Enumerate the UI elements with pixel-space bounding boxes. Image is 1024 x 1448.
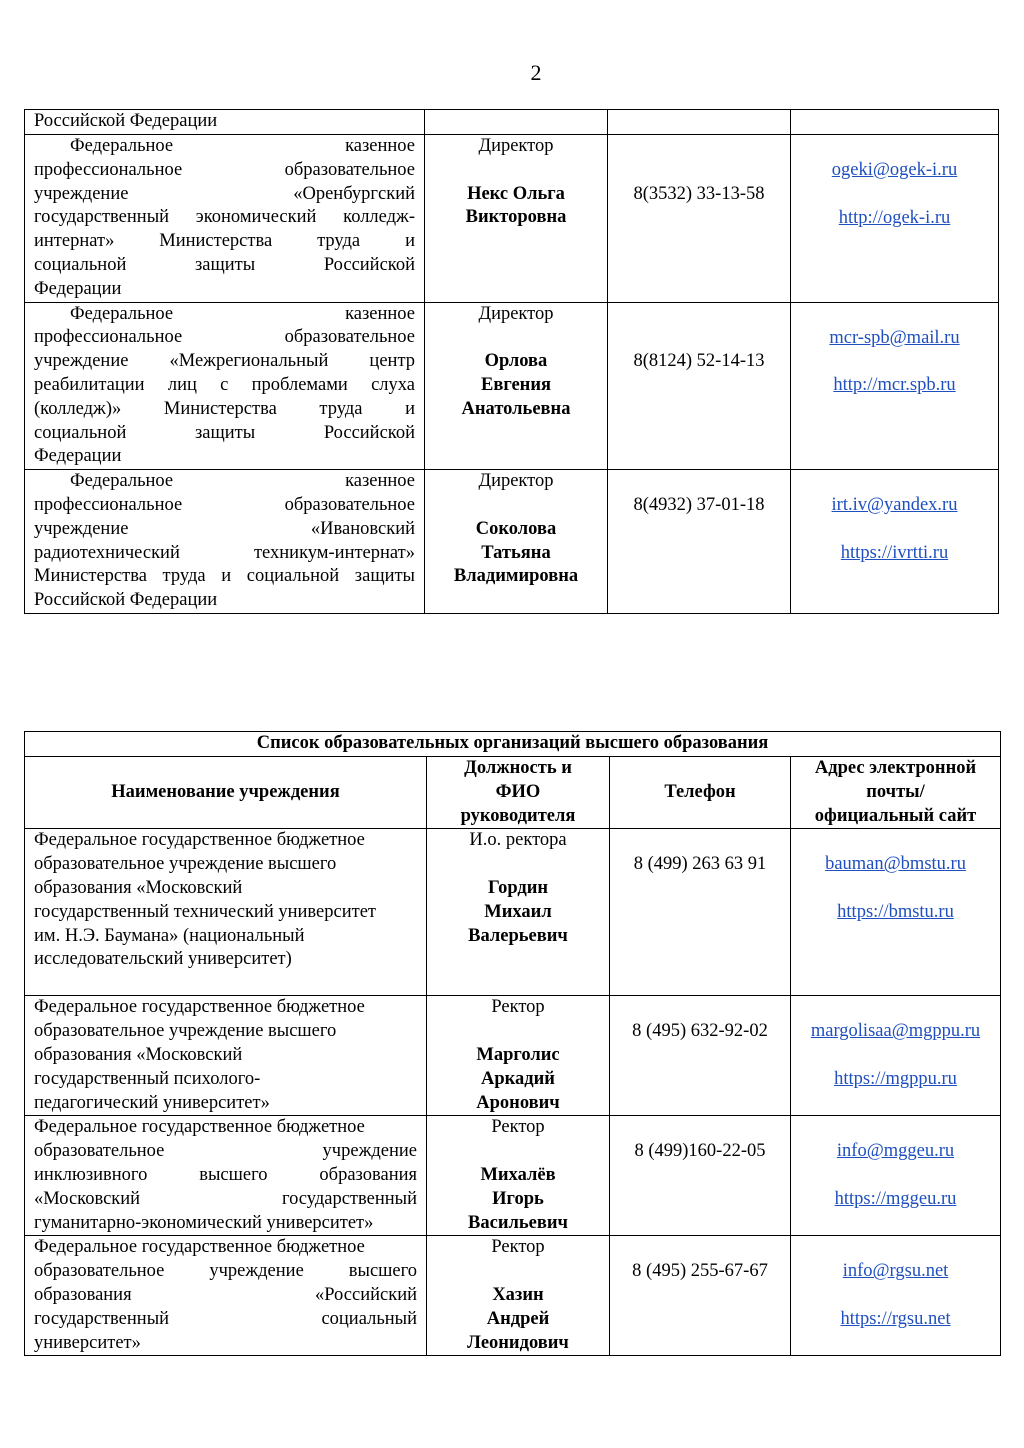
phone-cell bbox=[608, 302, 791, 470]
phone-number: 8(3532) 33-13-58 bbox=[633, 183, 765, 204]
institution-line: государственный технический университет bbox=[34, 901, 376, 922]
website-link[interactable]: https://mgppu.ru bbox=[834, 1068, 957, 1089]
email-link[interactable]: ogeki@ogek-i.ru bbox=[831, 160, 958, 180]
institution-line: образовательное учреждение высшего bbox=[34, 854, 337, 875]
institution-line: учреждение «Межрегиональный центр bbox=[34, 351, 415, 372]
head-name: Викторовна bbox=[465, 207, 567, 228]
institution-line: Федеральное казенное bbox=[70, 303, 415, 324]
phone-number: 8 (495) 632-92-02 bbox=[632, 1021, 768, 1042]
institution-cell bbox=[25, 135, 425, 303]
table-row bbox=[25, 302, 999, 470]
institution-line: Федеральное государственное бюджетное bbox=[34, 997, 365, 1018]
position-title: Ректор bbox=[491, 1237, 545, 1258]
header-line: почты/ bbox=[866, 781, 925, 802]
institution-cell bbox=[25, 996, 427, 1116]
position-title: Ректор bbox=[491, 1117, 545, 1138]
contact-cell bbox=[791, 829, 1001, 996]
position-title: И.о. ректора bbox=[469, 830, 567, 851]
institution-line: гуманитарно-экономический университет» bbox=[34, 1212, 374, 1233]
head-cell bbox=[427, 996, 610, 1116]
table-row bbox=[25, 1116, 1001, 1236]
head-name: Игорь bbox=[492, 1188, 544, 1209]
institution-line: им. Н.Э. Баумана» (национальный bbox=[34, 925, 305, 946]
phone-cell bbox=[608, 135, 791, 303]
institution-line: образования «Московский bbox=[34, 1044, 243, 1065]
institution-line: профессиональное образовательное bbox=[34, 494, 415, 515]
header-line: Адрес электронной bbox=[814, 758, 977, 778]
phone-cell bbox=[610, 996, 791, 1116]
phone-number: 8 (495) 255-67-67 bbox=[632, 1261, 768, 1282]
website-link[interactable]: https://mggeu.ru bbox=[834, 1188, 957, 1209]
table-row bbox=[25, 135, 999, 303]
head-name: Татьяна bbox=[481, 542, 551, 563]
contact-cell bbox=[791, 996, 1001, 1116]
institution-cell bbox=[25, 1236, 427, 1356]
phone-number: 8(8124) 52-14-13 bbox=[633, 351, 765, 372]
institution-line: радиотехнический техникум-интернат» bbox=[34, 542, 415, 563]
contact-cell bbox=[791, 302, 999, 470]
header-line: ФИО bbox=[495, 781, 541, 802]
head-name: Андрей bbox=[486, 1308, 550, 1329]
email-link[interactable]: margolisaa@mgppu.ru bbox=[810, 1021, 981, 1042]
head-name: Леонидович bbox=[467, 1332, 569, 1353]
head-name: Некс Ольга bbox=[467, 183, 565, 204]
phone-number: 8 (499) 263 63 91 bbox=[633, 854, 767, 875]
institution-line: Федеральное государственное бюджетное bbox=[34, 1117, 365, 1138]
head-name: Аркадий bbox=[481, 1068, 555, 1089]
institution-line: университет» bbox=[34, 1332, 141, 1353]
table-caption-row bbox=[25, 732, 1001, 757]
head-cell bbox=[425, 135, 608, 303]
head-name: Хазин bbox=[492, 1284, 544, 1305]
head-name: Валерьевич bbox=[468, 925, 568, 946]
head-name: Орлова bbox=[484, 351, 548, 372]
head-name: Михалёв bbox=[480, 1164, 556, 1185]
table-row bbox=[25, 829, 1001, 996]
website-link[interactable]: https://rgsu.net bbox=[840, 1308, 951, 1329]
institution-line: инклюзивного высшего образования bbox=[34, 1164, 417, 1185]
contact-cell bbox=[791, 470, 999, 614]
institution-line: Федеральное государственное бюджетное bbox=[34, 830, 365, 851]
column-header-phone: Телефон bbox=[610, 757, 791, 829]
head-name: Михаил bbox=[484, 901, 552, 922]
institution-line: учреждение «Ивановский bbox=[34, 518, 415, 539]
head-cell bbox=[427, 1116, 610, 1236]
institution-line: исследовательский университет) bbox=[34, 949, 292, 970]
institution-line: образовательное учреждение bbox=[34, 1141, 417, 1162]
table-row bbox=[25, 996, 1001, 1116]
institution-line: учреждение «Оренбургский bbox=[34, 183, 415, 204]
head-name: Марголис bbox=[476, 1044, 560, 1065]
institution-line: образовательное учреждение высшего bbox=[34, 1261, 417, 1282]
institution-cell bbox=[25, 302, 425, 470]
email-link[interactable]: info@rgsu.net bbox=[842, 1261, 949, 1282]
institution-line: социальной защиты Российской bbox=[34, 254, 415, 275]
email-link[interactable]: info@mggeu.ru bbox=[836, 1141, 955, 1162]
institution-line: интернат» Министерства труда и bbox=[34, 231, 415, 252]
email-link[interactable]: mcr-spb@mail.ru bbox=[829, 327, 960, 348]
head-cell bbox=[427, 1236, 610, 1356]
institution-line: профессиональное образовательное bbox=[34, 327, 415, 348]
institution-line: государственный экономический колледж- bbox=[34, 207, 415, 228]
phone-cell bbox=[610, 829, 791, 996]
head-name: Евгения bbox=[480, 374, 552, 395]
head-cell bbox=[427, 829, 610, 996]
phone-cell bbox=[608, 470, 791, 614]
position-title: Ректор bbox=[491, 997, 545, 1018]
institution-line: Федерации bbox=[34, 278, 122, 299]
email-link[interactable]: irt.iv@yandex.ru bbox=[831, 495, 958, 516]
phone-number: 8 (499)160-22-05 bbox=[634, 1141, 766, 1162]
institution-line: государственный социальный bbox=[34, 1308, 417, 1329]
institution-line: Российской Федерации bbox=[34, 590, 218, 611]
head-name: Анатольевна bbox=[461, 398, 571, 419]
header-line: официальный сайт bbox=[814, 805, 977, 826]
contact-cell bbox=[791, 135, 999, 303]
institution-line: Федеральное казенное bbox=[70, 136, 415, 156]
contact-cell bbox=[791, 1116, 1001, 1236]
column-header-contacts bbox=[791, 757, 1001, 829]
institution-line: реабилитации лиц с проблемами слуха bbox=[34, 374, 415, 395]
institution-cell bbox=[25, 470, 425, 614]
institution-line: Министерства труда и социальной защиты bbox=[34, 566, 415, 587]
head-name: Соколова bbox=[475, 518, 557, 539]
column-header-institution: Наименование учреждения bbox=[25, 757, 427, 829]
table-row bbox=[25, 470, 999, 614]
institution-line: Федеральное государственное бюджетное bbox=[34, 1237, 365, 1258]
header-line: руководителя bbox=[460, 805, 576, 826]
page-number: 2 bbox=[530, 60, 542, 85]
institution-line: государственный психолого- bbox=[34, 1068, 261, 1089]
institution-line: профессиональное образовательное bbox=[34, 159, 415, 180]
table-row bbox=[25, 110, 999, 135]
head-name: Васильевич bbox=[468, 1212, 568, 1233]
head-cell bbox=[425, 302, 608, 470]
universities-table bbox=[24, 731, 1001, 1356]
column-header-head bbox=[427, 757, 610, 829]
website-link[interactable]: http://ogek-i.ru bbox=[838, 207, 951, 228]
position-title: Директор bbox=[478, 136, 554, 156]
head-name: Гордин bbox=[487, 877, 549, 898]
colleges-table bbox=[24, 109, 999, 614]
institution-cell bbox=[25, 1116, 427, 1236]
phone-cell bbox=[610, 1236, 791, 1356]
website-link[interactable]: https://ivrtti.ru bbox=[840, 542, 949, 563]
institution-cell: Российской Федерации bbox=[25, 110, 425, 135]
institution-line: (колледж)» Министерства труда и bbox=[34, 398, 415, 419]
position-title: Директор bbox=[478, 471, 554, 492]
institution-line: педагогический университет» bbox=[34, 1092, 270, 1113]
institution-cell bbox=[25, 829, 427, 996]
contact-cell bbox=[791, 1236, 1001, 1356]
institution-line: образовательное учреждение высшего bbox=[34, 1021, 337, 1042]
institution-line: социальной защиты Российской bbox=[34, 422, 415, 443]
institution-line: Федерации bbox=[34, 446, 122, 467]
table-row bbox=[25, 1236, 1001, 1356]
institution-line: образования «Московский bbox=[34, 877, 243, 898]
head-name: Аронович bbox=[476, 1092, 560, 1113]
header-line: Должность и bbox=[464, 758, 572, 778]
table-header-row bbox=[25, 757, 1001, 829]
institution-line: образования «Российский bbox=[34, 1284, 417, 1305]
phone-number: 8(4932) 37-01-18 bbox=[633, 494, 765, 515]
email-link[interactable]: bauman@bmstu.ru bbox=[825, 854, 966, 875]
position-title: Директор bbox=[478, 303, 554, 324]
head-name: Владимировна bbox=[453, 566, 579, 587]
website-link[interactable]: https://bmstu.ru bbox=[837, 901, 954, 922]
institution-line: Федеральное казенное bbox=[70, 471, 415, 492]
phone-cell bbox=[610, 1116, 791, 1236]
institution-line: «Московский государственный bbox=[34, 1188, 417, 1209]
table-caption: Список образовательных организаций высшего образования bbox=[25, 732, 1001, 757]
website-link[interactable]: http://mcr.spb.ru bbox=[833, 375, 956, 396]
head-cell bbox=[425, 470, 608, 614]
